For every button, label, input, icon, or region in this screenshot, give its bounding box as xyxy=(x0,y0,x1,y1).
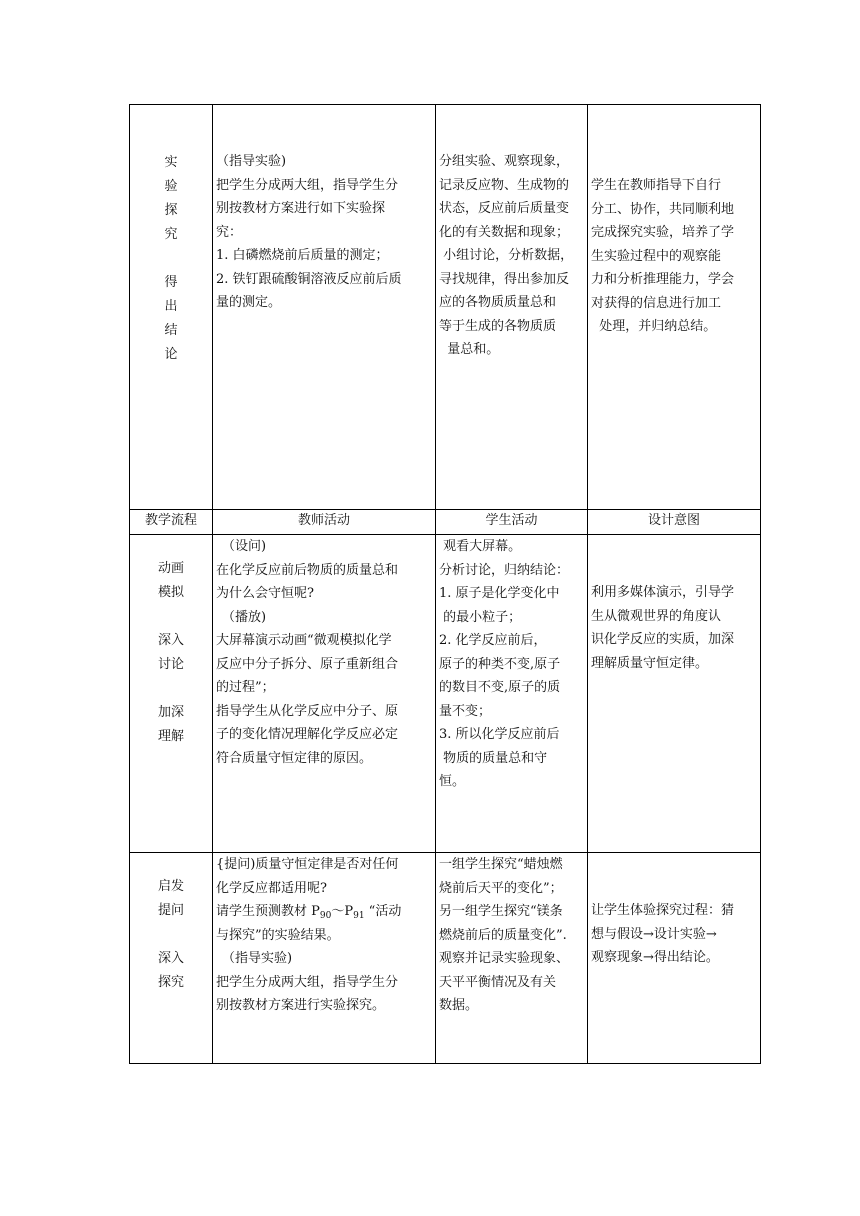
design-line: 识化学反应的实质，加深 xyxy=(591,632,735,647)
design-cell-inquiry xyxy=(588,853,761,1064)
teacher-line: 别按教材方案进行如下实验探 xyxy=(216,201,386,216)
stage-line xyxy=(130,677,212,701)
teacher-line: 符合质量守恒定律的原因。 xyxy=(216,750,373,766)
student-line: 1. 原子是化学变化中 xyxy=(439,586,560,601)
stage-line xyxy=(130,247,212,271)
design-text xyxy=(588,535,760,852)
student-text xyxy=(436,105,587,485)
student-cell-experiment xyxy=(436,105,588,510)
design-line: 让学生体验探究过程：猜 xyxy=(591,903,735,918)
design-line: 力和分析推理能力，学会 xyxy=(591,272,735,287)
student-line: 量总和。 xyxy=(439,342,500,357)
teacher-line: {提问)质量守恒定律是否对任何 xyxy=(216,857,399,872)
student-line: 记录反应物、生成物的 xyxy=(439,177,570,193)
stage-cell-animation xyxy=(130,535,213,853)
teacher-line: 把学生分成两大组，指导学生分 xyxy=(216,974,399,990)
teacher-text-part: ～P xyxy=(331,904,354,919)
teacher-text-part: “活动 xyxy=(364,904,402,919)
stage-line: 启发 xyxy=(157,879,184,894)
student-cell-animation xyxy=(436,535,588,853)
teacher-line: （指导实验) xyxy=(222,951,293,966)
page-subscript: 91 xyxy=(353,911,365,921)
design-line: 完成探究实验，培养了学 xyxy=(591,225,735,240)
stage-line: 模拟 xyxy=(157,585,184,600)
stage-line: 讨论 xyxy=(157,657,184,672)
teacher-line: 的过程”； xyxy=(216,680,275,695)
student-line: 原子的种类不变,原子 xyxy=(439,656,561,672)
design-cell-animation xyxy=(588,535,761,853)
header-teacher: 教师活动 xyxy=(297,513,350,528)
teacher-line: 1. 白磷燃烧前后质量的测定； xyxy=(216,248,389,263)
design-line: 处理，并归纳总结。 xyxy=(591,319,717,334)
table-header-row xyxy=(130,510,761,535)
teacher-line: 量的测定。 xyxy=(216,295,282,310)
teacher-line: （设问) xyxy=(222,539,267,554)
page-subscript: 90 xyxy=(319,911,332,921)
design-line: 分工、协作，共同顺利地 xyxy=(591,201,735,217)
table-row-animation xyxy=(130,535,761,853)
stage-cell-experiment xyxy=(130,105,213,510)
table-row-inquiry xyxy=(130,853,761,1064)
lesson-plan-table xyxy=(129,104,761,1064)
teacher-line: 为什么会守恒呢? xyxy=(216,586,314,601)
stage-line xyxy=(130,923,212,947)
teacher-line: 别按教材方案进行实验探究。 xyxy=(216,998,386,1013)
stage-line: 实 xyxy=(164,155,178,170)
teacher-line: 反应中分子拆分、原子重新组合 xyxy=(216,656,399,672)
student-line: 的最小粒子； xyxy=(439,609,522,625)
stage-line: 理解 xyxy=(157,729,184,744)
teacher-line: 指导学生从化学反应中分子、原 xyxy=(216,703,399,719)
student-line: 观察并记录实验现象、 xyxy=(439,951,570,966)
student-line: 数据。 xyxy=(439,998,479,1013)
student-line: 状态，反应前后质量变 xyxy=(439,201,570,216)
stage-line: 究 xyxy=(164,227,178,242)
stage-line: 探究 xyxy=(157,975,184,990)
design-line: 观察现象→得出结论。 xyxy=(591,950,719,965)
teacher-line: 在化学反应前后物质的质量总和 xyxy=(216,562,399,578)
student-cell-inquiry xyxy=(436,853,588,1064)
teacher-text xyxy=(213,853,435,1017)
header-cell-student xyxy=(436,510,588,535)
student-line: 一组学生探究“蜡烛燃 xyxy=(439,857,563,872)
student-line: 化的有关数据和现象； xyxy=(439,224,570,240)
teacher-line: 与探究”的实验结果。 xyxy=(216,927,340,943)
stage-line: 结 xyxy=(164,323,178,338)
teacher-line: 子的变化情况理解化学反应必定 xyxy=(216,727,399,742)
stage-line: 深入 xyxy=(157,633,184,648)
teacher-text-part: 请学生预测教材 P xyxy=(216,904,320,919)
student-line: 等于生成的各物质质 xyxy=(439,318,557,334)
student-line: 燃烧前后的质量变化”. xyxy=(439,927,567,943)
student-line: 的数目不变,原子的质 xyxy=(439,680,561,695)
teacher-line: （播放) xyxy=(222,609,267,625)
design-line: 想与假设→设计实验→ xyxy=(591,926,717,942)
teacher-cell-inquiry xyxy=(213,853,436,1064)
teacher-line-textbook xyxy=(216,900,435,924)
student-line: 天平平衡情况及有关 xyxy=(439,974,557,990)
student-line: 寻找规律，得出参加反 xyxy=(439,271,570,287)
stage-line: 动画 xyxy=(157,561,184,576)
teacher-cell-animation xyxy=(213,535,436,853)
design-line: 对获得的信息进行加工 xyxy=(591,295,722,311)
stage-line: 验 xyxy=(164,179,178,194)
stage-line: 深入 xyxy=(157,951,184,966)
student-text xyxy=(436,535,587,806)
student-line: 分析讨论，归纳结论： xyxy=(439,562,570,578)
stage-text xyxy=(130,105,212,486)
student-text xyxy=(436,853,587,1017)
student-line: 2. 化学反应前后， xyxy=(439,633,547,648)
stage-line: 得 xyxy=(164,275,178,290)
stage-line: 出 xyxy=(164,299,178,314)
student-line: 观看大屏幕。 xyxy=(439,539,522,554)
design-text xyxy=(588,105,760,509)
header-student: 学生活动 xyxy=(485,513,538,528)
student-line: 恒。 xyxy=(439,774,466,789)
teacher-line: 化学反应都适用呢? xyxy=(216,880,327,896)
teacher-text xyxy=(213,105,435,485)
design-line: 学生在教师指导下自行 xyxy=(591,178,722,193)
header-flow: 教学流程 xyxy=(144,513,197,528)
design-text xyxy=(588,853,760,1063)
student-line: 分组实验、观察现象， xyxy=(439,154,570,169)
student-line: 物质的质量总和守 xyxy=(439,750,548,766)
student-line: 烧前后天平的变化”； xyxy=(439,880,563,896)
stage-line: 论 xyxy=(164,347,178,362)
stage-text xyxy=(130,535,212,828)
design-cell-experiment xyxy=(588,105,761,510)
student-line: 量不变； xyxy=(439,703,492,719)
table-row-experiment xyxy=(130,105,761,510)
teacher-line: 究： xyxy=(216,224,243,240)
teacher-cell-experiment xyxy=(213,105,436,510)
stage-cell-inquiry xyxy=(130,853,213,1064)
stage-line xyxy=(130,605,212,629)
teacher-text xyxy=(213,535,435,806)
student-line: 应的各物质质量总和 xyxy=(439,295,557,310)
header-design: 设计意图 xyxy=(647,513,700,528)
teacher-line: 把学生分成两大组，指导学生分 xyxy=(216,177,399,193)
stage-line: 探 xyxy=(164,203,178,218)
teacher-line: （指导实验) xyxy=(216,154,287,169)
header-cell-design xyxy=(588,510,761,535)
design-line: 理解质量守恒定律。 xyxy=(591,655,709,671)
stage-line: 加深 xyxy=(157,705,184,720)
student-line: 3. 所以化学反应前后 xyxy=(439,727,560,742)
student-line: 小组讨论，分析数据， xyxy=(439,248,574,263)
stage-text xyxy=(130,853,212,1039)
teacher-line: 大屏幕演示动画“微观模拟化学 xyxy=(216,633,392,648)
stage-line: 提问 xyxy=(157,903,184,918)
design-line: 生实验过程中的观察能 xyxy=(591,248,722,264)
student-line: 另一组学生探究“镁条 xyxy=(439,904,563,919)
header-cell-teacher xyxy=(213,510,436,535)
header-cell-flow xyxy=(130,510,213,535)
design-line: 利用多媒体演示，引导学 xyxy=(591,585,735,600)
teacher-line: 2. 铁钉跟硫酸铜溶液反应前后质 xyxy=(216,271,402,287)
design-line: 生从微观世界的角度认 xyxy=(591,608,722,624)
